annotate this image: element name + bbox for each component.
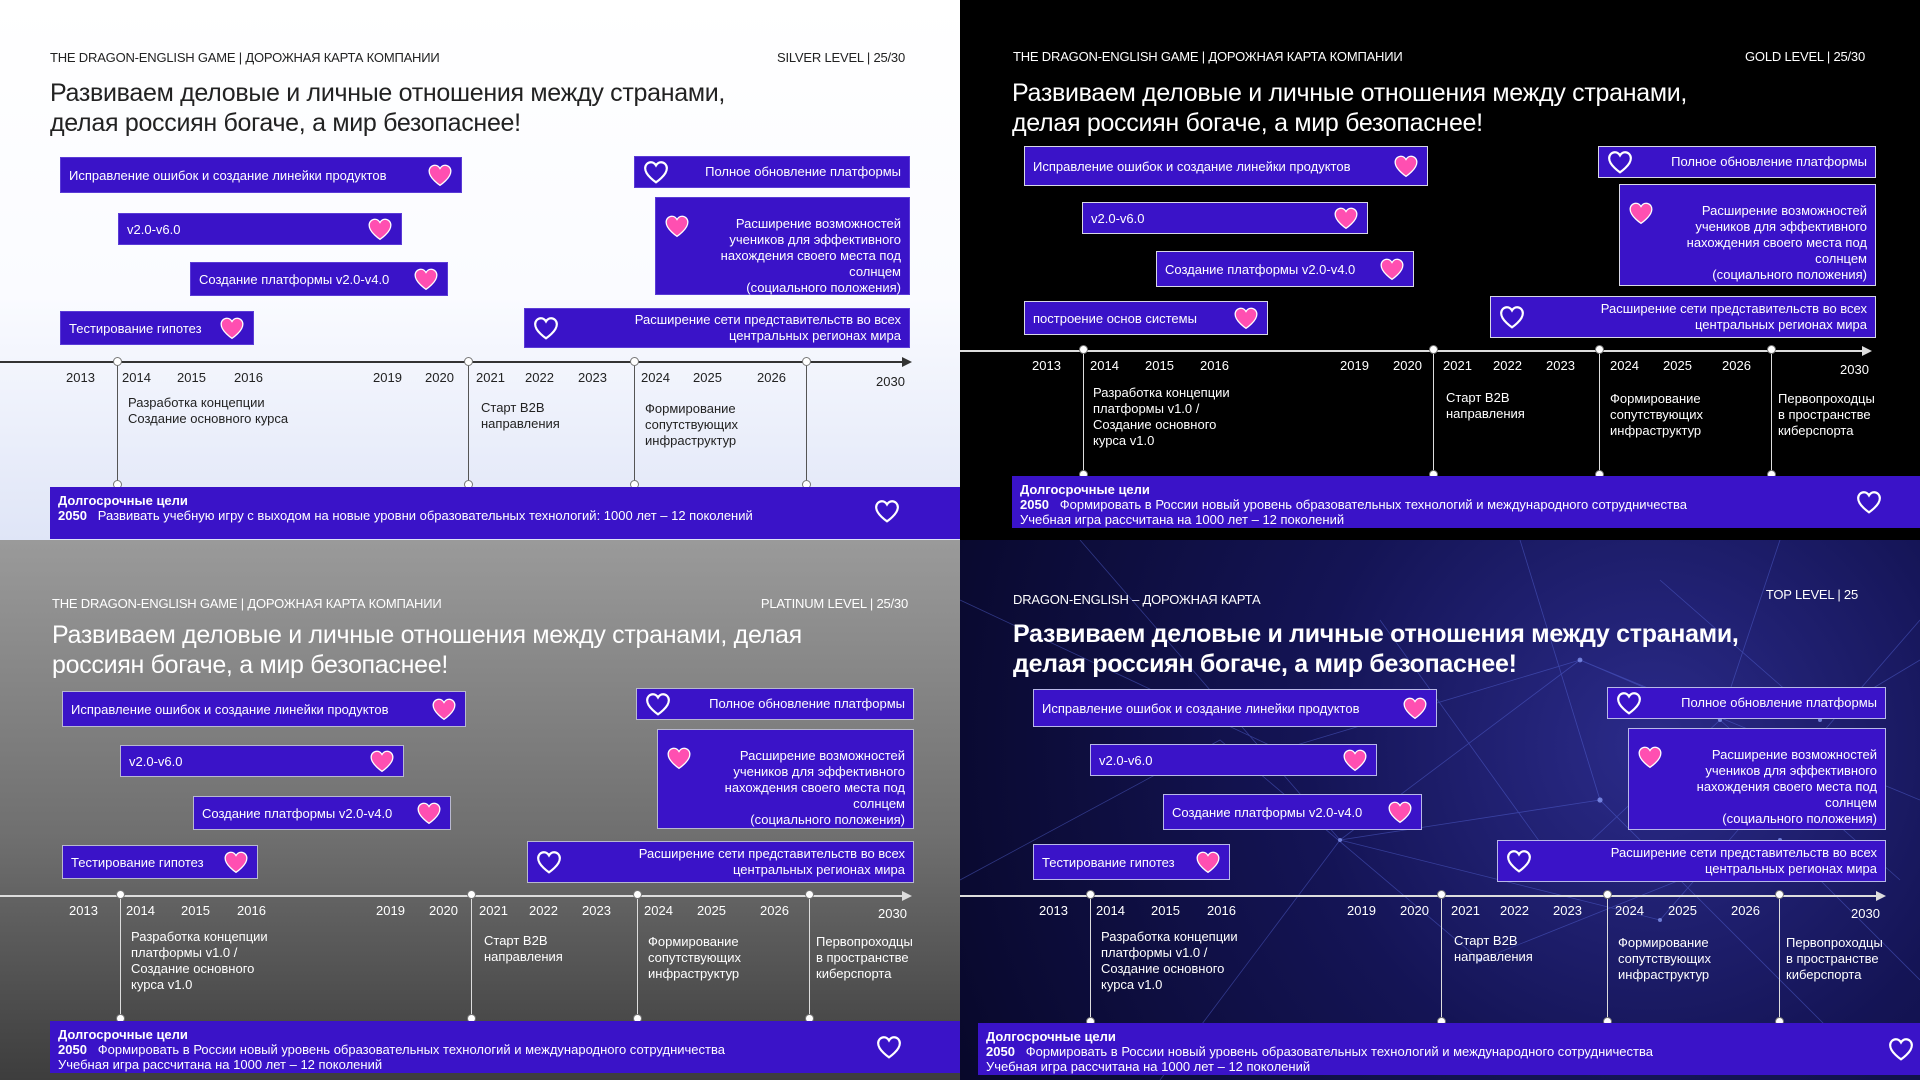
slide-gold-level <box>960 0 1920 540</box>
long-term-goals-bar: Долгосрочные цели 2050 Формировать в России новый уровень образовательных технологий и международного сотрудничества Учебная игра рассчитана на 1000 лет – 12 поколений <box>1012 476 1920 528</box>
milestone-box-fixes: Исправление ошибок и создание линейки продуктов <box>1033 689 1437 727</box>
timeline-year-label: 2015 <box>181 903 210 918</box>
milestone-box-platform-update: Полное обновление платформы <box>636 688 914 720</box>
timeline-marker <box>802 357 811 366</box>
timeline-axis <box>960 350 1864 352</box>
timeline-axis <box>0 361 902 363</box>
milestone-box-platform: Создание платформы v2.0-v4.0 <box>193 796 451 830</box>
timeline-year-label: 2013 <box>69 903 98 918</box>
timeline-year-label: 2025 <box>1668 903 1697 918</box>
milestone-box-platform-update: Полное обновление платформы <box>634 156 910 188</box>
phase-caption-b2b: Старт B2B направления <box>481 400 560 431</box>
heart-icon <box>1393 154 1419 178</box>
timeline-year-label: 2016 <box>1207 903 1236 918</box>
timeline-arrow-icon <box>1876 891 1886 901</box>
heart-outline-icon <box>1499 305 1525 329</box>
timeline-year-label: 2030 <box>876 374 905 389</box>
heart-outline-icon <box>876 1035 902 1059</box>
timeline-arrow-icon <box>902 891 912 901</box>
timeline-year-label: 2021 <box>476 370 505 385</box>
heart-outline-icon <box>645 692 671 716</box>
timeline-year-label: 2023 <box>582 903 611 918</box>
timeline-year-label: 2020 <box>429 903 458 918</box>
timeline-year-label: 2013 <box>1039 903 1068 918</box>
heart-icon <box>416 801 442 825</box>
timeline-arrow-icon <box>1862 346 1872 356</box>
timeline-marker <box>1086 890 1095 899</box>
timeline-marker <box>633 890 642 899</box>
timeline-arrow-icon <box>902 357 912 367</box>
timeline-marker <box>1079 345 1088 354</box>
timeline-year-label: 2026 <box>1731 903 1760 918</box>
timeline-year-label: 2021 <box>1451 903 1480 918</box>
slide-title: Развиваем деловые и личные отношения между странами, делая россиян богаче, а мир безопаснее! <box>50 79 726 137</box>
heart-outline-icon <box>533 316 559 340</box>
timeline-marker <box>113 357 122 366</box>
slide-silver-level <box>0 0 960 540</box>
timeline-marker <box>1603 890 1612 899</box>
timeline-year-label: 2015 <box>1151 903 1180 918</box>
slide-top-level <box>960 540 1920 1080</box>
milestone-box-platform: Создание платформы v2.0-v4.0 <box>190 262 448 296</box>
heart-icon <box>1379 257 1405 281</box>
phase-caption-b2b: Старт B2B направления <box>1454 933 1533 964</box>
milestone-box-students: Расширение возможностей учеников для эффективного нахождения своего места под солнцем (социального положения) <box>1628 728 1886 830</box>
heart-outline-icon <box>1616 691 1642 715</box>
timeline-year-label: 2022 <box>1500 903 1529 918</box>
timeline-year-label: 2016 <box>237 903 266 918</box>
slide-header-right: GOLD LEVEL | 25/30 <box>1745 49 1865 64</box>
slide-platinum-level <box>0 540 960 1080</box>
timeline-year-label: 2025 <box>1663 358 1692 373</box>
timeline-year-label: 2025 <box>697 903 726 918</box>
heart-icon <box>369 749 395 773</box>
heart-icon <box>427 163 453 187</box>
timeline-year-label: 2023 <box>1553 903 1582 918</box>
timeline-year-label: 2013 <box>66 370 95 385</box>
timeline-year-label: 2024 <box>641 370 670 385</box>
timeline-marker <box>1429 345 1438 354</box>
heart-outline-icon <box>1856 490 1882 514</box>
milestone-box-platform: Создание платформы v2.0-v4.0 <box>1156 251 1414 287</box>
slide-header-right: TOP LEVEL | 25 <box>1765 587 1858 602</box>
heart-icon <box>413 267 439 291</box>
milestone-box-fixes: Исправление ошибок и создание линейки продуктов <box>62 691 466 727</box>
timeline-year-label: 2030 <box>878 906 907 921</box>
phase-caption-infra: Формирование сопутствующих инфраструктур <box>1610 391 1704 438</box>
milestone-box-fixes: Исправление ошибок и создание линейки продуктов <box>60 157 462 193</box>
milestone-box-versions: v2.0-v6.0 <box>1090 744 1377 776</box>
phase-caption-b2b: Старт B2B направления <box>484 933 563 964</box>
phase-caption-infra: Формирование сопутствующих инфраструктур <box>1618 935 1712 982</box>
phase-caption-b2b: Старт B2B направления <box>1446 390 1525 421</box>
milestone-box-versions: v2.0-v6.0 <box>1082 202 1368 234</box>
timeline-marker <box>1775 890 1784 899</box>
phase-caption-concept: Разработка концепции платформы v1.0 / Создание основного курса v1.0 <box>1093 385 1230 448</box>
timeline-year-label: 2016 <box>234 370 263 385</box>
timeline-axis <box>0 895 904 897</box>
heart-icon <box>666 746 692 770</box>
milestone-box-students: Расширение возможностей учеников для эффективного нахождения своего места под солнцем (социального положения) <box>655 197 910 295</box>
timeline-year-label: 2021 <box>1443 358 1472 373</box>
phase-caption-infra: Формирование сопутствующих инфраструктур <box>648 934 742 981</box>
timeline-year-label: 2014 <box>1096 903 1125 918</box>
milestone-box-students: Расширение возможностей учеников для эффективного нахождения своего места под солнцем (социального положения) <box>657 729 914 829</box>
phase-caption-esports: Первопроходцы в пространстве киберспорта <box>816 934 913 981</box>
slide-title: Развиваем деловые и личные отношения между странами, делая россиян богаче, а мир безопаснее! <box>1012 79 1688 137</box>
phase-caption-esports: Первопроходцы в пространстве киберспорта <box>1786 935 1883 982</box>
milestone-box-students: Расширение возможностей учеников для эффективного нахождения своего места под солнцем (социального положения) <box>1619 184 1876 286</box>
milestone-box-hypotheses: Тестирование гипотез <box>60 311 254 345</box>
milestone-box-platform: Создание платформы v2.0-v4.0 <box>1163 794 1422 830</box>
heart-icon <box>367 217 393 241</box>
timeline-year-label: 2022 <box>529 903 558 918</box>
heart-icon <box>1333 206 1359 230</box>
heart-icon <box>1233 306 1259 330</box>
timeline-marker <box>1437 890 1446 899</box>
slide-title: Развиваем деловые и личные отношения между странами, делая россиян богаче, а мир безопаснее! <box>52 621 802 679</box>
slide-header-right: PLATINUM LEVEL | 25/30 <box>760 596 908 611</box>
milestone-box-platform-update: Полное обновление платформы <box>1598 146 1876 178</box>
milestone-box-foundations: построение основ системы <box>1024 301 1268 335</box>
heart-outline-icon <box>643 160 669 184</box>
long-term-goals-bar: Долгосрочные цели 2050 Формировать в России новый уровень образовательных технологий и международного сотрудничества Учебная игра рассчитана на 1000 лет – 12 поколений <box>978 1023 1920 1075</box>
heart-outline-icon <box>874 499 900 523</box>
timeline-marker <box>116 890 125 899</box>
timeline-year-label: 2023 <box>578 370 607 385</box>
heart-icon <box>219 316 245 340</box>
milestone-box-versions: v2.0-v6.0 <box>120 745 404 777</box>
heart-outline-icon <box>536 850 562 874</box>
timeline-marker <box>805 890 814 899</box>
phase-caption-concept: Разработка концепции платформы v1.0 / Создание основного курса v1.0 <box>1101 929 1238 992</box>
phase-caption-infra: Формирование сопутствующих инфраструктур <box>645 401 739 448</box>
milestone-box-network: Расширение сети представительств во всех центральных регионах мира <box>524 308 910 348</box>
heart-icon <box>1628 201 1654 225</box>
heart-icon <box>1387 800 1413 824</box>
timeline-year-label: 2030 <box>1851 906 1880 921</box>
timeline-year-label: 2030 <box>1840 362 1869 377</box>
timeline-year-label: 2019 <box>1347 903 1376 918</box>
heart-outline-icon <box>1888 1037 1914 1061</box>
timeline-year-label: 2014 <box>126 903 155 918</box>
timeline-year-label: 2026 <box>760 903 789 918</box>
heart-icon <box>1637 745 1663 769</box>
heart-icon <box>1402 696 1428 720</box>
timeline-year-label: 2014 <box>1090 358 1119 373</box>
timeline-year-label: 2015 <box>177 370 206 385</box>
heart-icon <box>664 214 690 238</box>
slide-header-left: THE DRAGON-ENGLISH GAME | ДОРОЖНАЯ КАРТА КОМПАНИИ <box>1013 49 1403 64</box>
timeline-marker <box>1767 345 1776 354</box>
milestone-box-platform-update: Полное обновление платформы <box>1607 687 1886 719</box>
slide-header-right: SILVER LEVEL | 25/30 <box>776 50 905 65</box>
milestone-box-versions: v2.0-v6.0 <box>118 213 402 245</box>
timeline-year-label: 2020 <box>425 370 454 385</box>
long-term-goals-bar: Долгосрочные цели 2050 Формировать в России новый уровень образовательных технологий и международного сотрудничества Учебная игра рассчитана на 1000 лет – 12 поколений <box>50 1021 960 1073</box>
timeline-year-label: 2023 <box>1546 358 1575 373</box>
slide-title: Развиваем деловые и личные отношения между странами, делая россиян богаче, а мир безопаснее! <box>1013 620 1739 678</box>
timeline-year-label: 2013 <box>1032 358 1061 373</box>
phase-caption-concept: Разработка концепции Создание основного курса <box>128 395 289 426</box>
slide-header-left: THE DRAGON-ENGLISH GAME | ДОРОЖНАЯ КАРТА КОМПАНИИ <box>52 596 442 611</box>
timeline-year-label: 2024 <box>1610 358 1639 373</box>
heart-outline-icon <box>1607 150 1633 174</box>
timeline-year-label: 2024 <box>1615 903 1644 918</box>
heart-icon <box>1195 850 1221 874</box>
heart-icon <box>1342 748 1368 772</box>
timeline-year-label: 2019 <box>1340 358 1369 373</box>
milestone-box-network: Расширение сети представительств во всех центральных регионах мира <box>527 841 914 883</box>
slide-header-left: DRAGON-ENGLISH – ДОРОЖНАЯ КАРТА <box>1013 592 1261 607</box>
timeline-year-label: 2019 <box>376 903 405 918</box>
milestone-box-fixes: Исправление ошибок и создание линейки продуктов <box>1024 146 1428 186</box>
timeline-year-label: 2026 <box>757 370 786 385</box>
milestone-box-network: Расширение сети представительств во всех центральных регионах мира <box>1490 296 1876 338</box>
timeline-year-label: 2021 <box>479 903 508 918</box>
timeline-year-label: 2015 <box>1145 358 1174 373</box>
milestone-box-network: Расширение сети представительств во всех центральных регионах мира <box>1497 840 1886 882</box>
timeline-year-label: 2020 <box>1393 358 1422 373</box>
phase-caption-esports: Первопроходцы в пространстве киберспорта <box>1778 391 1875 438</box>
timeline-marker <box>464 357 473 366</box>
timeline-year-label: 2014 <box>122 370 151 385</box>
timeline-year-label: 2022 <box>1493 358 1522 373</box>
timeline-year-label: 2019 <box>373 370 402 385</box>
timeline-axis <box>960 895 1878 897</box>
slide-header-left: THE DRAGON-ENGLISH GAME | ДОРОЖНАЯ КАРТА КОМПАНИИ <box>50 50 440 65</box>
timeline-marker <box>1595 345 1604 354</box>
milestone-box-hypotheses: Тестирование гипотез <box>1033 844 1230 880</box>
milestone-box-hypotheses: Тестирование гипотез <box>62 845 258 879</box>
heart-icon <box>223 850 249 874</box>
timeline-year-label: 2016 <box>1200 358 1229 373</box>
phase-caption-concept: Разработка концепции платформы v1.0 / Создание основного курса v1.0 <box>131 929 268 992</box>
timeline-marker <box>630 357 639 366</box>
timeline-year-label: 2025 <box>693 370 722 385</box>
timeline-year-label: 2026 <box>1722 358 1751 373</box>
heart-icon <box>431 697 457 721</box>
timeline-year-label: 2024 <box>644 903 673 918</box>
heart-outline-icon <box>1506 849 1532 873</box>
long-term-goals-bar: Долгосрочные цели 2050 Развивать учебную игру с выходом на новые уровни образовательных технологий: 1000 лет – 12 поколений <box>50 487 960 539</box>
timeline-year-label: 2020 <box>1400 903 1429 918</box>
timeline-year-label: 2022 <box>525 370 554 385</box>
timeline-marker <box>467 890 476 899</box>
